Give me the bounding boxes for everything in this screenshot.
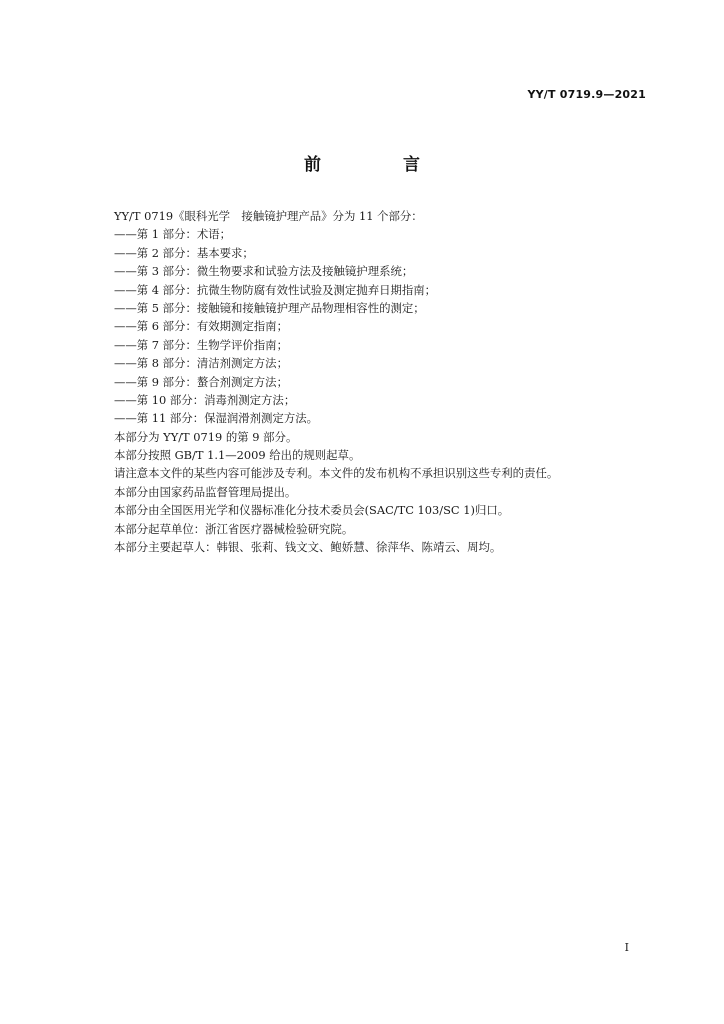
part-list-item: ——第 11 部分：保湿润滑剂测定方法。	[114, 411, 318, 426]
paragraph-line: 本部分由国家药品监督管理局提出。	[114, 484, 297, 499]
part-list-item: ——第 5 部分：接触镜和接触镜护理产品物理相容性的测定；	[114, 300, 425, 315]
page-number: I	[624, 941, 629, 954]
paragraph-line: 本部分为 YY/T 0719 的第 9 部分。	[114, 429, 298, 444]
page-title: 前 言	[304, 155, 458, 175]
part-list-item: ——第 4 部分：抗微生物防腐有效性试验及测定抛弃日期指南；	[114, 282, 437, 297]
foreword-body	[114, 207, 634, 556]
intro-line: YY/T 0719《眼科光学 接触镜护理产品》分为 11 个部分：	[114, 209, 423, 223]
paragraph-line: 本部分由全国医用光学和仪器标准化分技术委员会(SAC/TC 103/SC 1)归口。	[114, 503, 510, 518]
part-list-item: ——第 3 部分：微生物要求和试验方法及接触镜护理系统；	[114, 264, 414, 279]
paragraph-line: 本部分起草单位：浙江省医疗器械检验研究院。	[114, 521, 354, 536]
paragraph-line: 本部分主要起草人：韩银、张莉、钱文文、鲍娇慧、徐萍华、陈靖云、周均。	[114, 540, 502, 555]
part-list-item: ——第 9 部分：螯合剂测定方法；	[114, 374, 288, 389]
paragraph-line: 本部分按照 GB/T 1.1—2009 给出的规则起草。	[114, 448, 361, 463]
part-list-item: ——第 10 部分：消毒剂测定方法；	[114, 392, 296, 407]
document-code: YY/T 0719.9—2021	[527, 88, 646, 101]
part-list-item: ——第 1 部分：术语；	[114, 227, 232, 242]
paragraph-line: 请注意本文件的某些内容可能涉及专利。本文件的发布机构不承担识别这些专利的责任。	[114, 466, 559, 481]
part-list-item: ——第 8 部分：清洁剂测定方法；	[114, 356, 288, 371]
part-list-item: ——第 7 部分：生物学评价指南；	[114, 337, 288, 352]
part-list-item: ——第 2 部分：基本要求；	[114, 245, 254, 260]
part-list-item: ——第 6 部分：有效期测定指南；	[114, 319, 288, 334]
